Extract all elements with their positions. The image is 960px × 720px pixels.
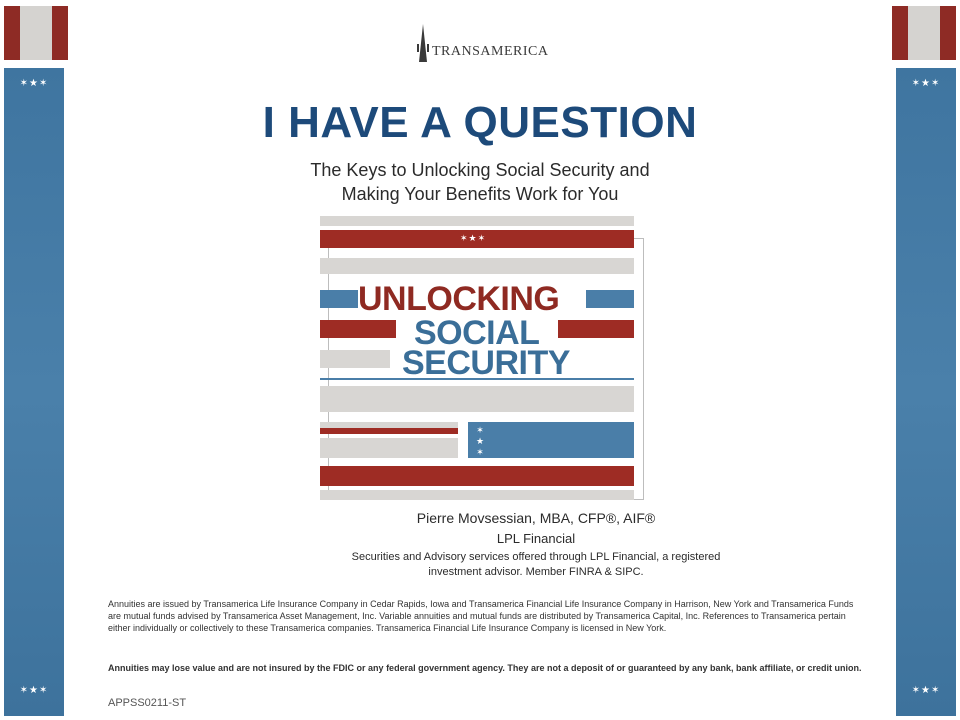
- stripe: [320, 438, 458, 458]
- subtitle-line: The Keys to Unlocking Social Security and: [310, 160, 650, 180]
- stripe: [320, 466, 634, 486]
- stripe: [586, 290, 634, 308]
- disclosure-line: investment advisor. Member FINRA & SIPC.: [428, 566, 644, 578]
- stripe: [558, 320, 634, 338]
- stripe: [320, 428, 458, 434]
- transamerica-logo: [416, 22, 548, 62]
- presenter-name: Pierre Movsessian, MBA, CFP®, AIF®: [416, 510, 656, 526]
- artwork-word-unlocking: UNLOCKING: [358, 280, 560, 318]
- stripe: [320, 230, 634, 248]
- stars-icon: ✶★✶: [19, 685, 49, 696]
- disclosure-line: Securities and Advisory services offered through LPL Financial, a registered: [351, 551, 721, 563]
- stars-icon: ✶★✶: [19, 78, 49, 89]
- unlocking-social-security-artwork: [318, 216, 646, 500]
- artwork-word-social: SOCIAL: [414, 314, 540, 352]
- stripe: [320, 320, 396, 338]
- presenter-firm: LPL Financial: [496, 531, 576, 546]
- document-code: APPSS0211-ST: [108, 697, 187, 709]
- corner-stripes-left: [4, 6, 68, 60]
- page-title: I HAVE A QUESTION: [262, 98, 698, 147]
- pyramid-icon: [416, 24, 430, 62]
- subtitle: [0, 158, 960, 206]
- stripe: [468, 422, 634, 458]
- stripe: [320, 386, 634, 412]
- stripe: [320, 216, 634, 226]
- stripe: [320, 290, 358, 308]
- stripe: [320, 350, 390, 368]
- logo-text: TRANSAMERICA: [432, 44, 549, 59]
- subtitle-line: Making Your Benefits Work for You: [341, 184, 619, 204]
- stripe: [320, 258, 634, 274]
- stars-icon: ✶★✶: [460, 233, 487, 243]
- stars-icon: ✶★✶: [476, 426, 486, 459]
- stars-icon: ✶★✶: [911, 78, 941, 89]
- annuity-disclaimer: Annuities are issued by Transamerica Life Insurance Company in Cedar Rapids, Iowa and Transamerica Financial Life Insurance Company in Harrison, New York and Transamerica Funds are mutual funds advised by Transamerica Asset Management, Inc. Variable annuities and mutual funds are distributed by Transamerica Capital, Inc. References to Transamerica pertain either individually or collectively to these Transamerica companies. Transamerica Financial Life Insurance Company is licensed in New York.: [108, 599, 854, 633]
- presenter-disclosure: [0, 550, 960, 580]
- artwork-word-security: SECURITY: [402, 344, 570, 382]
- stripe: [320, 490, 634, 500]
- corner-stripes-right: [892, 6, 956, 60]
- stars-icon: ✶★✶: [911, 685, 941, 696]
- fdic-disclaimer: Annuities may lose value and are not insured by the FDIC or any federal government agency. They are not a deposit of or guaranteed by any bank, bank affiliate, or credit union.: [108, 663, 862, 673]
